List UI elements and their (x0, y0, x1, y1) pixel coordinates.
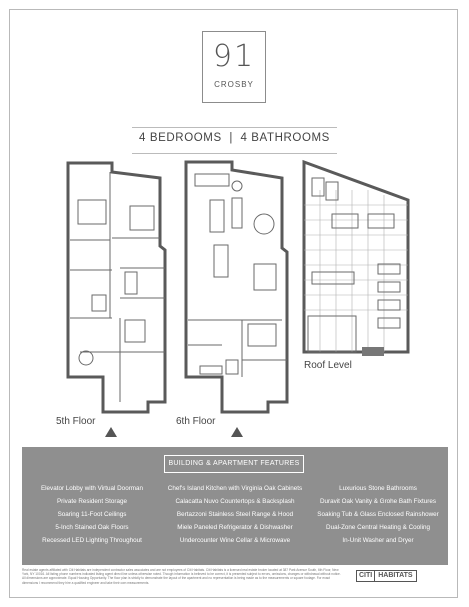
feature-item: Miele Paneled Refrigerator & Dishwasher (177, 524, 293, 531)
feature-item: Bertazzoni Stainless Steel Range & Hood (176, 511, 294, 518)
brand-left: CITI (356, 570, 375, 582)
legal-disclaimer: Real estate agents affiliated with Citi Habitats are independent contractor sales associates and are not employees of Citi Habitats. Citi Habitats is a licensed real estate broker located at 387 Park Avenue South, 6th Floor, New York, NY 10016. All listing phone numbers indicated listing agent direct line unless otherwise noted. Though information is believed to be correct, it is presented subject to errors, omissions, changes or withdrawal without notice. All dimensions are approximate. Equal Housing Opportunity. The floor plan is strictly to demonstrate the layout of the apartment and no representation is being made as to the measurements or square footage. For exact dimensions I recommend they hire a qualified engineer and take their own measurements. (22, 568, 341, 585)
feature-item: Private Resident Storage (56, 498, 127, 505)
fifth-floor-label: 5th Floor (56, 416, 96, 427)
feature-item: Chef's Island Kitchen with Virginia Oak Cabinets (167, 485, 303, 492)
brand-right: HABITATS (375, 570, 416, 582)
feature-item: Soaring 11-Foot Ceilings (57, 511, 127, 518)
feature-item: Calacatta Nuvo Countertops & Backsplash (175, 498, 295, 505)
sixth-floor-label: 6th Floor (176, 416, 216, 427)
features-title: BUILDING & APARTMENT FEATURES (164, 455, 304, 473)
feature-item: Recessed LED Lighting Throughout (42, 537, 142, 544)
features-column-kitchen (162, 482, 308, 547)
roof-stair-block (362, 347, 384, 356)
feature-item: Undercounter Wine Cellar & Microwave (179, 537, 291, 544)
feature-item: Dual-Zone Central Heating & Cooling (326, 524, 430, 531)
fifth-entry-arrow (105, 427, 117, 437)
feature-item: Duravit Oak Vanity & Grohe Bath Fixtures (319, 498, 437, 505)
sixth-floor-rooms (188, 174, 287, 377)
feature-item: Elevator Lobby with Virtual Doorman (40, 485, 144, 492)
brand-logo (356, 570, 448, 584)
features-column-building (22, 482, 162, 547)
sixth-entry-arrow (231, 427, 243, 437)
feature-item: In-Unit Washer and Dryer (342, 537, 414, 544)
unit-summary: 4 BEDROOMS | 4 BATHROOMS (139, 132, 330, 144)
features-column-bath (308, 482, 448, 547)
feature-item: Soaking Tub & Glass Enclosed Rainshower (317, 511, 439, 518)
fifth-floor-rooms (70, 172, 165, 402)
roof-level-label: Roof Level (304, 360, 352, 371)
logo-street: CROSBY (214, 80, 254, 89)
feature-item: 5-Inch Stained Oak Floors (55, 524, 129, 531)
feature-item: Luxurious Stone Bathrooms (339, 485, 417, 492)
logo-number: 91 (212, 39, 256, 74)
